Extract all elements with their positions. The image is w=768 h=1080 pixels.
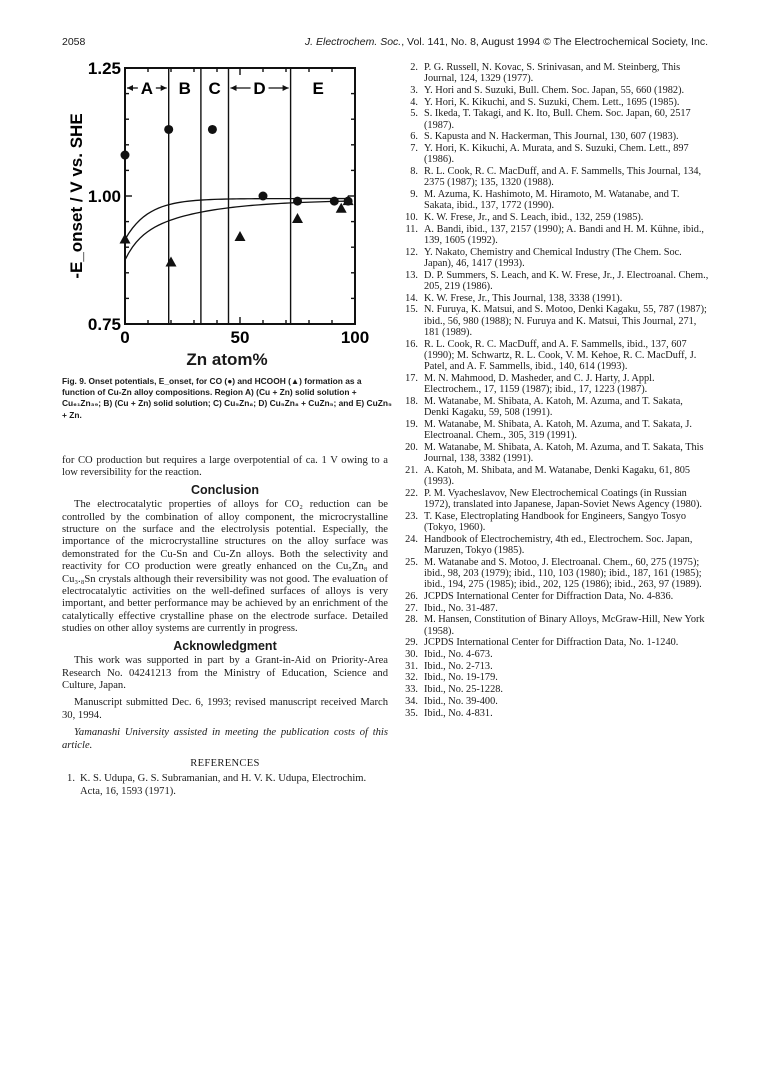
reference-number: 35. bbox=[405, 707, 418, 719]
region-label: E bbox=[312, 79, 324, 98]
chart-svg bbox=[30, 56, 390, 346]
reference-text: JCPDS International Center for Diffraction Data, No. 1-1240. bbox=[424, 637, 679, 649]
reference-item bbox=[398, 696, 710, 707]
y-tick-label: 0.75 bbox=[87, 315, 121, 334]
paragraph-continued: for CO production but requires a large overpotential of ca. 1 V owing to a low reversibility for the reaction. bbox=[62, 455, 388, 479]
co-data-point bbox=[164, 125, 173, 134]
reference-item bbox=[398, 108, 710, 131]
co-data-point bbox=[259, 192, 268, 201]
reference-number: 16. bbox=[405, 338, 418, 350]
x-axis-title: Zn atom% bbox=[186, 350, 268, 369]
reference-text: M. Azuma, K. Hashimoto, M. Hiramoto, M. Watanabe, and T. Sakata, ibid., 137, 1772 (1990). bbox=[424, 189, 680, 212]
reference-number: 21. bbox=[405, 464, 418, 476]
region-label: A bbox=[140, 79, 153, 98]
reference-text: R. L. Cook, R. C. MacDuff, and A. F. Sammells, ibid., 137, 607 (1990); M. Schwartz, R. L. Cook, V. M. Kehoe, R. C. MacDuff, J. Patel, and A. F. Sammells, ibid., 140, 614 (1993). bbox=[424, 338, 697, 373]
reference-item bbox=[398, 442, 710, 465]
reference-item bbox=[398, 143, 710, 166]
reference-number: 27. bbox=[405, 602, 418, 614]
reference-number: 26. bbox=[405, 591, 418, 603]
reference-text: Ibid., No. 39-400. bbox=[424, 695, 498, 707]
reference-number: 28. bbox=[405, 614, 418, 626]
reference-number: 13. bbox=[405, 269, 418, 281]
reference-text: Ibid., No. 19-179. bbox=[424, 672, 498, 684]
co-data-point bbox=[293, 197, 302, 206]
reference-text: S. Kapusta and N. Hackerman, This Journal, 130, 607 (1983). bbox=[424, 131, 679, 143]
region-label: B bbox=[178, 79, 191, 98]
reference-text: A. Bandi, ibid., 137, 2157 (1990); A. Bandi and H. M. Kühne, ibid., 139, 1605 (1992). bbox=[424, 223, 705, 246]
reference-text: Ibid., No. 4-673. bbox=[424, 649, 493, 661]
reference-number: 4. bbox=[410, 96, 418, 108]
arrow-head bbox=[231, 85, 237, 91]
references-heading: REFERENCES bbox=[190, 757, 260, 769]
reference-item bbox=[398, 637, 710, 648]
journal-volume-info: , Vol. 141, No. 8, August 1994 © The Electrochemical Society, Inc. bbox=[401, 36, 708, 48]
reference-item bbox=[398, 270, 710, 293]
manuscript-dates: Manuscript submitted Dec. 6, 1993; revised manuscript received March 30, 1994. bbox=[62, 697, 388, 721]
figure-9-chart bbox=[30, 56, 390, 346]
reference-item bbox=[398, 131, 710, 142]
reference-number: 10. bbox=[405, 211, 418, 223]
reference-item bbox=[398, 465, 710, 488]
reference-number: 15. bbox=[405, 304, 418, 316]
reference-item bbox=[398, 684, 710, 695]
reference-item bbox=[398, 603, 710, 614]
reference-text: Y. Nakato, Chemistry and Chemical Industry (The Chem. Soc. Japan), 46, 1417 (1993). bbox=[424, 246, 682, 269]
reference-item bbox=[398, 672, 710, 683]
reference-number: 3. bbox=[410, 84, 418, 96]
reference-text: S. Ikeda, T. Takagi, and K. Ito, Bull. Chem. Soc. Japan, 60, 2517 (1987). bbox=[424, 108, 691, 131]
hcooh-fit-curve bbox=[125, 201, 348, 260]
reference-text: P. G. Russell, N. Kovac, S. Srinivasan, and M. Steinberg, This Journal, 124, 1329 (1977). bbox=[424, 62, 681, 85]
reference-text: Ibid., No. 4-831. bbox=[424, 707, 493, 719]
journal-citation bbox=[305, 36, 708, 48]
reference-text: Ibid., No. 25-1228. bbox=[424, 684, 503, 696]
reference-item bbox=[398, 247, 710, 270]
reference-text: K. W. Frese, Jr., and S. Leach, ibid., 132, 259 (1985). bbox=[424, 211, 644, 223]
x-tick-label: 100 bbox=[340, 328, 370, 347]
x-tick-label: 50 bbox=[230, 328, 250, 347]
reference-item bbox=[398, 224, 710, 247]
co-fit-curve bbox=[125, 199, 348, 240]
reference-number: 9. bbox=[410, 189, 418, 200]
region-label: C bbox=[208, 79, 221, 98]
reference-number: 17. bbox=[405, 372, 418, 384]
reference-item bbox=[398, 591, 710, 602]
reference-text: Y. Hori, K. Kikuchi, A. Murata, and S. Suzuki, Chem. Lett., 897 (1986). bbox=[424, 143, 689, 166]
reference-item bbox=[398, 511, 710, 534]
reference-number: 20. bbox=[405, 441, 418, 453]
reference-number: 5. bbox=[410, 108, 418, 120]
reference-number: 11. bbox=[405, 223, 418, 235]
reference-item bbox=[398, 339, 710, 373]
page-number: 2058 bbox=[62, 36, 86, 48]
reference-item bbox=[398, 189, 710, 212]
co-data-point bbox=[208, 125, 217, 134]
reference-number: 22. bbox=[405, 487, 418, 499]
region-label: D bbox=[253, 79, 266, 98]
reference-item bbox=[398, 557, 710, 591]
reference-item bbox=[398, 97, 710, 108]
reference-text: JCPDS International Center for Diffraction Data, No. 4-836. bbox=[424, 591, 674, 603]
reference-text: Y. Hori and S. Suzuki, Bull. Chem. Soc. Japan, 55, 660 (1982). bbox=[424, 84, 685, 96]
reference-text: R. L. Cook, R. C. MacDuff, and A. F. Sammells, This Journal, 134, 2375 (1987); 135, 1320 (1988). bbox=[424, 166, 702, 189]
reference-text: A. Katoh, M. Shibata, and M. Watanabe, Denki Kagaku, 61, 805 (1993). bbox=[424, 464, 691, 488]
reference-item bbox=[398, 373, 710, 396]
references-list-right bbox=[398, 62, 710, 719]
journal-name: J. Electrochem. Soc. bbox=[304, 36, 402, 48]
reference-number: 18. bbox=[405, 395, 418, 407]
arrow-head bbox=[283, 85, 289, 91]
arrow-head bbox=[161, 85, 167, 91]
y-tick-label: 1.00 bbox=[87, 187, 121, 206]
plot-frame bbox=[125, 68, 355, 324]
reference-number: 12. bbox=[405, 246, 418, 258]
reference-item bbox=[398, 62, 710, 85]
reference-number: 14. bbox=[405, 292, 418, 304]
reference-item bbox=[62, 773, 388, 798]
publication-costs-note: Yamanashi University assisted in meeting the publication costs of this article. bbox=[62, 727, 388, 751]
reference-number: 34. bbox=[405, 695, 418, 707]
reference-number: 33. bbox=[405, 684, 418, 696]
reference-text: N. Furuya, K. Matsui, and S. Motoo, Denki Kagaku, 55, 787 (1987); ibid., 56, 980 (1988); N. Furuya and K. Matsui, This Journal, 271, 181 (1989). bbox=[424, 304, 707, 338]
reference-number: 25. bbox=[405, 556, 418, 568]
reference-text: Ibid., No. 2-713. bbox=[424, 660, 493, 672]
references-list-left bbox=[62, 773, 388, 798]
reference-item bbox=[398, 649, 710, 660]
reference-text: D. P. Summers, S. Leach, and K. W. Frese, Jr., J. Electroanal. Chem., 205, 219 (1986). bbox=[424, 269, 709, 292]
arrow-head bbox=[127, 85, 133, 91]
acknowledgment-body: This work was supported in part by a Grant-in-Aid on Priority-Area Research No. 04241213 from the Ministry of Education, Science and Culture, Japan. bbox=[62, 655, 388, 691]
reference-text: M. Watanabe, M. Shibata, A. Katoh, M. Azuma, and T. Sakata, Denki Kagaku, 59, 508 (1991). bbox=[424, 395, 683, 419]
hcooh-data-point bbox=[120, 234, 131, 244]
hcooh-data-point bbox=[235, 231, 246, 241]
reference-item bbox=[398, 419, 710, 442]
reference-text: M. Watanabe, M. Shibata, A. Katoh, M. Azuma, and T. Sakata, J. Electroanal. Chem., 305, 319 (1991). bbox=[424, 418, 692, 442]
reference-number: 29. bbox=[405, 637, 418, 649]
reference-text: Y. Hori, K. Kikuchi, and S. Suzuki, Chem. Lett., 1695 (1985). bbox=[424, 96, 680, 108]
reference-number: 8. bbox=[410, 166, 418, 178]
reference-item bbox=[398, 396, 710, 419]
hcooh-data-point bbox=[292, 213, 303, 223]
reference-item bbox=[398, 85, 710, 96]
reference-number: 7. bbox=[410, 143, 418, 155]
reference-text: K. W. Frese, Jr., This Journal, 138, 3338 (1991). bbox=[424, 292, 623, 304]
reference-number: 6. bbox=[410, 131, 418, 143]
reference-number: 1. bbox=[67, 773, 75, 785]
x-tick-label: 0 bbox=[120, 328, 130, 347]
conclusion-body: The electrocatalytic properties of alloys for CO₂ reduction can be controlled by the combination of alloy component, the microcrystalline structure on the surface and the electrolysis potential. Especially, the importance of the microcrystalline structures on the alloy surface was demonstrated for the Cu-Sn and Cu-Zn alloys. Both the selectivity and reactivity for CO production were greatly enhanced on the Cu₅Zn₈ and Cu₃.₈Sn crystals although their reversibility was not good. The evaluation of electrocatalytic activities on the well-defined surfaces of alloys is very important, and better performance may be achieved by an enrichment of the catalytically effective crystalline phase on the electrode surface. Detailed studies on other alloy systems are currently in progress. bbox=[62, 499, 388, 635]
reference-item bbox=[398, 166, 710, 189]
y-tick-label: 1.25 bbox=[87, 59, 121, 78]
reference-item bbox=[398, 614, 710, 637]
reference-item bbox=[398, 661, 710, 672]
reference-text: M. Hansen, Constitution of Binary Alloys, McGraw-Hill, New York (1958). bbox=[424, 614, 705, 637]
reference-text: P. M. Vyacheslavov, New Electrochemical Coatings (in Russian 1972), translated into Japanese, Japan-Soviet News Agency (1980). bbox=[424, 487, 702, 511]
co-data-point bbox=[330, 197, 339, 206]
reference-text: Handbook of Electrochemistry, 4th ed., Electrochem. Soc. Japan, Maruzen, Tokyo (1985). bbox=[424, 533, 693, 557]
reference-text: M. Watanabe and S. Motoo, J. Electroanal. Chem., 60, 275 (1975); ibid., 98, 203 (1979); ibid., 110, 103 (1980); ibid., 187, 161 (1985); ibid., 194, 275 (1985); ibid., 202, 125 (1986); ibid., 263, 97 (1989). bbox=[424, 556, 702, 591]
co-data-point bbox=[121, 151, 130, 160]
left-column bbox=[62, 455, 388, 799]
reference-item bbox=[398, 488, 710, 511]
reference-item bbox=[398, 293, 710, 304]
reference-number: 19. bbox=[405, 418, 418, 430]
reference-text: M. Watanabe, M. Shibata, A. Katoh, M. Azuma, and T. Sakata, This Journal, 138, 3382 (1991). bbox=[424, 441, 704, 465]
acknowledgment-heading: Acknowledgment bbox=[173, 638, 277, 653]
reference-item bbox=[398, 304, 710, 338]
reference-text: T. Kase, Electroplating Handbook for Engineers, Sangyo Tosyo (Tokyo, 1960). bbox=[424, 510, 686, 534]
y-axis-title: -E_onset / V vs. SHE bbox=[67, 113, 86, 279]
reference-number: 32. bbox=[405, 672, 418, 684]
reference-item bbox=[398, 212, 710, 223]
conclusion-heading: Conclusion bbox=[190, 482, 260, 497]
page-header bbox=[62, 36, 708, 52]
reference-number: 24. bbox=[405, 533, 418, 545]
reference-number: 2. bbox=[410, 62, 418, 73]
hcooh-data-point bbox=[166, 257, 177, 267]
reference-item bbox=[398, 708, 710, 719]
reference-text: Ibid., No. 31-487. bbox=[424, 602, 498, 614]
reference-item bbox=[398, 534, 710, 557]
reference-text: K. S. Udupa, G. S. Subramanian, and H. V. K. Udupa, Electrochim. Acta, 16, 1593 (1971). bbox=[80, 773, 367, 797]
figure-caption: Fig. 9. Onset potentials, E_onset, for CO (●) and HCOOH (▲) formation as a function of Cu-Zn alloy compositions. Region A) (Cu + Zn) solid solution + Cu₆₁Zn₃₉; B) (Cu + Zn) solid solution; C) Cu₅Zn₈; D) Cu₅Zn₈ + CuZn₅; and E) CuZn₅ + Zn. bbox=[62, 376, 392, 420]
reference-number: 30. bbox=[405, 649, 418, 661]
reference-number: 23. bbox=[405, 510, 418, 522]
reference-number: 31. bbox=[405, 660, 418, 672]
reference-text: M. N. Mahmood, D. Masheder, and C. J. Harty, J. Appl. Electrochem., 17, 1159 (1987); ibid., 17, 1223 (1987). bbox=[424, 372, 655, 396]
